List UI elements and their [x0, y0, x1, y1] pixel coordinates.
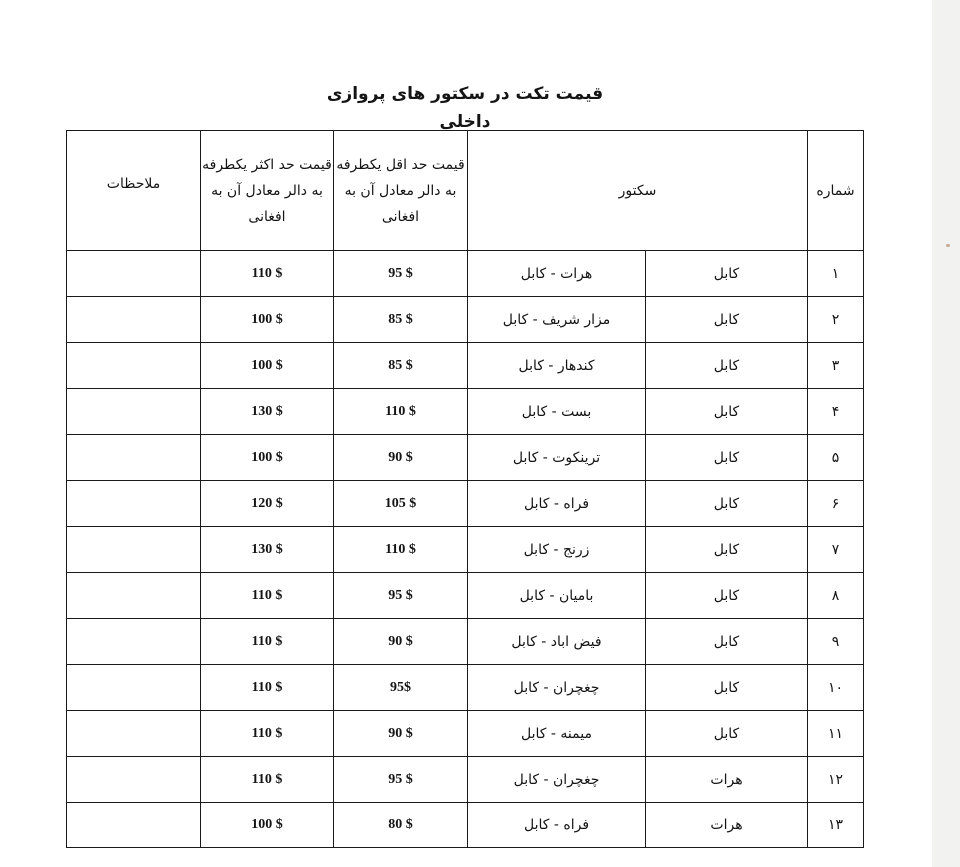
- table-row: [67, 619, 864, 665]
- row-origin: کابل: [646, 481, 808, 527]
- row-number: ۴: [808, 389, 864, 435]
- header-sector: سکتور: [468, 131, 808, 251]
- row-max-price: [201, 389, 334, 435]
- table-row: [67, 297, 864, 343]
- row-max-price-value: 110 $: [251, 771, 283, 787]
- row-max-price-value: 110 $: [251, 633, 283, 649]
- row-notes: [67, 389, 201, 435]
- row-route: فراه - کابل: [468, 803, 646, 848]
- row-max-price-value: 130 $: [251, 403, 283, 419]
- header-notes-label: ملاحظات: [106, 175, 161, 192]
- row-number: ۵: [808, 435, 864, 481]
- row-max-price-value: 110 $: [251, 679, 283, 695]
- table-row: [67, 573, 864, 619]
- row-route: چغچران - کابل: [468, 665, 646, 711]
- row-origin: کابل: [646, 711, 808, 757]
- row-route: بامیان - کابل: [468, 573, 646, 619]
- row-notes: [67, 757, 201, 803]
- row-route: فراه - کابل: [468, 481, 646, 527]
- row-notes: [67, 251, 201, 297]
- ticket-price-table: [66, 130, 864, 848]
- row-number: ۱۳: [808, 803, 864, 848]
- row-min-price: [334, 573, 468, 619]
- table-row: [67, 343, 864, 389]
- header-max-price: قیمت حد اکثر یکطرفه به دالر معادل آن به افغانی: [201, 131, 334, 251]
- table-row: [67, 481, 864, 527]
- row-origin: کابل: [646, 619, 808, 665]
- row-min-price-value: 105 $: [384, 495, 417, 511]
- table-row: [67, 389, 864, 435]
- row-notes: [67, 343, 201, 389]
- row-number: ۶: [808, 481, 864, 527]
- row-number: ۱۲: [808, 757, 864, 803]
- row-number: ۱۱: [808, 711, 864, 757]
- row-route: بست - کابل: [468, 389, 646, 435]
- row-number: ۸: [808, 573, 864, 619]
- row-max-price-value: 120 $: [251, 495, 283, 511]
- row-max-price-value: 100 $: [251, 449, 283, 465]
- row-notes: [67, 619, 201, 665]
- row-max-price-value: 100 $: [251, 357, 283, 373]
- table-row: [67, 251, 864, 297]
- row-max-price: [201, 527, 334, 573]
- row-notes: [67, 297, 201, 343]
- row-min-price-value: 95 $: [388, 587, 413, 603]
- document-title: قیمت تکت در سکتور های پروازی داخلی: [326, 84, 604, 132]
- row-min-price: [334, 757, 468, 803]
- row-min-price-value: 90 $: [388, 633, 413, 649]
- row-route: کندهار - کابل: [468, 343, 646, 389]
- row-min-price-value: 110 $: [385, 541, 416, 557]
- row-number: ۹: [808, 619, 864, 665]
- row-min-price: [334, 251, 468, 297]
- table-header-row: [67, 131, 864, 251]
- row-min-price: [334, 665, 468, 711]
- row-min-price: [334, 389, 468, 435]
- row-route: مزار شریف - کابل: [468, 297, 646, 343]
- row-number: ۳: [808, 343, 864, 389]
- row-notes: [67, 803, 201, 848]
- row-min-price: [334, 527, 468, 573]
- row-max-price: [201, 711, 334, 757]
- row-number: ۲: [808, 297, 864, 343]
- row-min-price: [334, 435, 468, 481]
- row-notes: [67, 527, 201, 573]
- row-notes: [67, 665, 201, 711]
- row-min-price-value: 90 $: [388, 725, 413, 741]
- table-body: [67, 251, 864, 848]
- row-min-price-value: 110 $: [385, 403, 416, 419]
- row-min-price-value: 80 $: [388, 817, 413, 832]
- row-max-price-value: 100 $: [251, 311, 283, 327]
- table-row: [67, 527, 864, 573]
- row-number: ۱: [808, 251, 864, 297]
- row-max-price: [201, 481, 334, 527]
- row-route: ترینکوت - کابل: [468, 435, 646, 481]
- row-min-price-value: 85 $: [388, 311, 413, 327]
- row-min-price: [334, 803, 468, 848]
- row-route: چغچران - کابل: [468, 757, 646, 803]
- row-max-price: [201, 435, 334, 481]
- header-number: شماره: [808, 131, 864, 251]
- row-origin: کابل: [646, 389, 808, 435]
- row-origin: کابل: [646, 251, 808, 297]
- row-min-price-value: 90 $: [388, 449, 413, 465]
- row-min-price: [334, 711, 468, 757]
- row-min-price: [334, 481, 468, 527]
- row-number: ۱۰: [808, 665, 864, 711]
- row-max-price: [201, 619, 334, 665]
- header-notes: [67, 131, 201, 251]
- row-origin: هرات: [646, 757, 808, 803]
- row-number: ۷: [808, 527, 864, 573]
- row-min-price: [334, 297, 468, 343]
- row-min-price: [334, 343, 468, 389]
- row-notes: [67, 711, 201, 757]
- row-route: میمنه - کابل: [468, 711, 646, 757]
- row-notes: [67, 481, 201, 527]
- row-max-price-value: 130 $: [251, 541, 283, 557]
- row-max-price: [201, 343, 334, 389]
- row-max-price: [201, 665, 334, 711]
- row-min-price-value: 85 $: [388, 357, 413, 373]
- row-route: هرات - کابل: [468, 251, 646, 297]
- table-row: [67, 665, 864, 711]
- row-route: فیض اباد - کابل: [468, 619, 646, 665]
- table-row: [67, 711, 864, 757]
- row-notes: [67, 573, 201, 619]
- paper-speck: [946, 244, 950, 247]
- row-origin: کابل: [646, 573, 808, 619]
- row-max-price-value: 110 $: [251, 587, 283, 603]
- row-origin: کابل: [646, 435, 808, 481]
- row-max-price: [201, 757, 334, 803]
- row-origin: هرات: [646, 803, 808, 848]
- row-max-price: [201, 803, 334, 848]
- row-origin: کابل: [646, 343, 808, 389]
- table-row: [67, 757, 864, 803]
- row-max-price-value: 110 $: [251, 725, 283, 741]
- row-notes: [67, 435, 201, 481]
- row-min-price-value: 95$: [390, 679, 411, 695]
- table-row: [67, 803, 864, 848]
- row-max-price: [201, 297, 334, 343]
- row-origin: کابل: [646, 665, 808, 711]
- row-max-price-value: 100 $: [251, 817, 283, 832]
- row-max-price: [201, 251, 334, 297]
- row-min-price-value: 95 $: [388, 771, 413, 787]
- row-origin: کابل: [646, 297, 808, 343]
- row-route: زرنج - کابل: [468, 527, 646, 573]
- row-min-price: [334, 619, 468, 665]
- row-origin: کابل: [646, 527, 808, 573]
- row-max-price-value: 110 $: [251, 265, 283, 281]
- row-max-price: [201, 573, 334, 619]
- row-min-price-value: 95 $: [388, 265, 413, 281]
- table-row: [67, 435, 864, 481]
- header-min-price: قیمت حد اقل یکطرفه به دالر معادل آن به افغانی: [334, 131, 468, 251]
